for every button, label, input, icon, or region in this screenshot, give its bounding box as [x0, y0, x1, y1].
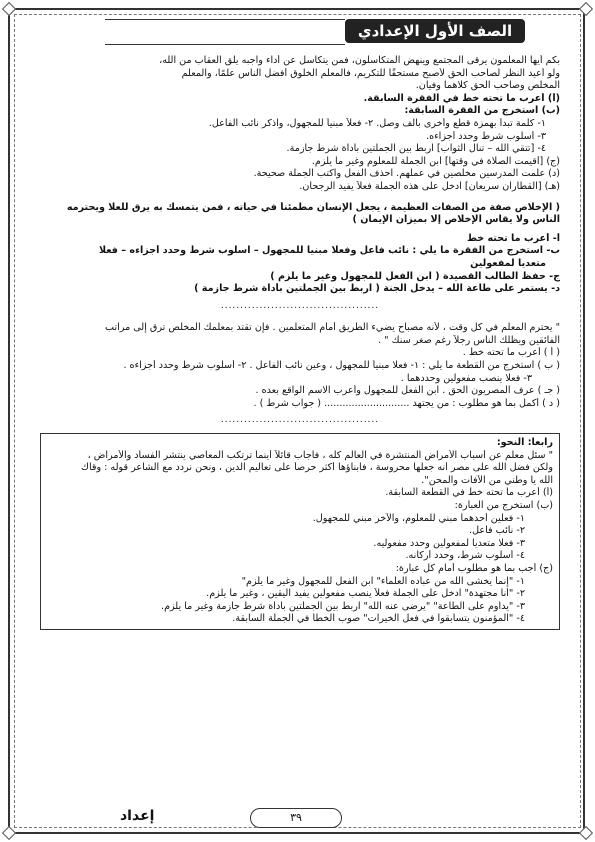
page-header: [40, 15, 555, 47]
section-4: [40, 433, 560, 630]
question-line: (د) علمت المدرسين مخلصين في عملهم. احذف الفعل واكتب الجملة صحيحة.: [253, 168, 560, 180]
question-line: ٢- "أنا مجتهدة" ادخل على الجملة فعلاً ينصب مفعولين يفيد اليقين ، وغير ما يلزم.: [206, 588, 525, 600]
header-rule: [105, 19, 345, 45]
question-line: د- يستمر على طاعة الله – يدخل الجنة ( اربط بين الجملتين بأداة شرط جازمة ): [194, 283, 560, 295]
passage-line: الناس ولا يقاس الإخلاص إلا بميزان الإيمان ): [352, 214, 560, 226]
question-line: ٤- "المؤمنون يتسابقوا في فعل الخيرات" صوب الخطأ في الجملة السابقة.: [232, 613, 525, 625]
text-line: المخلص وصاحب الحق كلاهما وفيان.: [415, 80, 560, 92]
text-line: ولو أعيد النظر لصاحب الحق لأصبح مستحقًا للتكريم، فالمعلم الخلوق أفضل الناس علمًا، والمعلم: [181, 67, 560, 79]
signature: إعداد: [120, 808, 155, 824]
question-line: أ- أعرب ما تحته خط: [466, 232, 560, 244]
question-line: ج- حفظ الطالب القصيدة ( ابن الفعل للمجهول وغير ما يلزم ): [270, 270, 560, 282]
page-number: ٣٩: [250, 808, 342, 828]
question-line: ٣- "يداوم على الطاعة" "يرضى عنه الله" اربط بين الجملتين بأداة شرط جازمة وغير ما يلزم.: [161, 600, 525, 612]
question-line: (ج) [أقيمت الصلاة في وقتها] ابن الجملة للمعلوم وغير ما يلزم.: [311, 155, 560, 167]
separator: .........................................: [220, 300, 380, 311]
question-line: ٤- أسلوب شرط، وحدد أركانه.: [405, 550, 525, 562]
question-line: متعديا لمفعولين: [470, 257, 546, 269]
question-line: (ب) استخرج من العبارة:: [454, 500, 553, 511]
passage-line: الفائقين ويظلك الناس رجلاً رغم صغر سنك " .: [378, 334, 560, 346]
section-1: [40, 55, 560, 194]
question-line: ( ب ) استخرج من القطعة ما يلي : ١- فعلا مبنياً للمجهول ، وعين نائب الفاعل . ٢- أسلوب شرط وحدد أجزاءه .: [123, 360, 560, 372]
question-line: ١- فعلين أحدهما مبني للمعلوم، والآخر مبني للمجهول.: [312, 512, 525, 524]
section-heading: رابعا: النحو:: [496, 437, 553, 449]
text-line: بكم أيها المعلمون يرقى المجتمع وينهض المتكاسلون، فمن يتكاسل عن أداء واجبه يلق العقاب من الله،: [159, 55, 560, 66]
question-line: ٣- أسلوب شرط وحدد أجزاءه.: [426, 130, 546, 142]
passage-line: " يحترم المعلم في كل وقت ، لأنه مصباح يضيء الطريق أمام المتعلمين . فإن تقتد بمعلمك المخلص ترق إلى مراتب: [105, 322, 560, 334]
question-line: (أ) أعرب ما تحته خط في القطعة السابقة.: [385, 487, 553, 499]
question-line: ٣- فعلا ينصب مفعولين وحددهما .: [400, 372, 532, 384]
section-3: [40, 322, 560, 427]
question-line: (أ) أعرب ما تحته خط في الفقرة السابقة.: [363, 92, 560, 104]
passage-line: " سئل معلم عن أسباب الأمراض المنتشرة في العالم كله ، فأجاب قائلاً أينما ترتكب المعاصي ينتشر الفساد والأمراض ،: [87, 449, 553, 461]
separator: .........................................: [220, 415, 380, 426]
question-line: ( جـ ) عرف المصريون الحق . ابن الفعل للمجهول وأعرب الاسم الواقع بعده .: [255, 385, 560, 397]
question-line: ( أ ) أعرب ما تحته خط .: [462, 347, 560, 359]
question-line: ١- كلمة تبدأ بهمزة قطع وأخرى بألف وصل. ٢- فعلاً مبنياً للمجهول، واذكر نائب الفاعل.: [208, 117, 546, 129]
question-line: ٢- نائب فاعل.: [469, 525, 525, 537]
section-2: [40, 202, 560, 313]
question-line: ( د ) أكمل بما هو مطلوب : من يجتهد ............................ ( جواب شرط ) .: [253, 397, 560, 409]
question-line: ١- "إنما يخشى الله من عباده العلماء" ابن الفعل للمجهول وغير ما يلزم": [241, 575, 525, 587]
question-line: (ب) استخرج من الفقرة السابقة:: [404, 105, 560, 117]
page-title: الصف الأول الإعدادي: [345, 19, 525, 43]
question-line: (ج) أجب بما هو مطلوب أمام كل عبارة:: [395, 562, 553, 574]
passage-line: ولكن فضل الله على مصر أنه جعلها محروسة ، فأبناؤها أكثر حرصاً على تعاليم الدين ، ونحن نردد مع الشاعر قوله : وقاك: [81, 462, 553, 474]
question-line: ب- استخرج من الفقرة ما يلي : نائب فاعل وفعلا مبنيا للمجهول – اسلوب شرط وحدد أجزاءه – فعلا: [98, 245, 560, 257]
passage-line: الله يا وطني من الآفات والمحن".: [421, 474, 553, 486]
question-line: ٤- [تتقي الله – تنال الثواب] اربط بين الجملتين بأداة شرط جازمة.: [286, 143, 546, 155]
page-content: [40, 55, 560, 636]
question-line: ٣- فعلا متعديا لمفعولين وحدد مفعوليه.: [373, 537, 525, 549]
passage-line: ( الإخلاص صفة من الصفات العظيمة ، يجعل الإنسان مطمئناً في حياته ، فمن يتمسك به يرق للعلا ويحترمه: [66, 201, 560, 213]
question-line: (هـ) [القطاران سريعان] ادخل على هذه الجملة فعلاً يفيد الرجحان.: [299, 180, 560, 192]
